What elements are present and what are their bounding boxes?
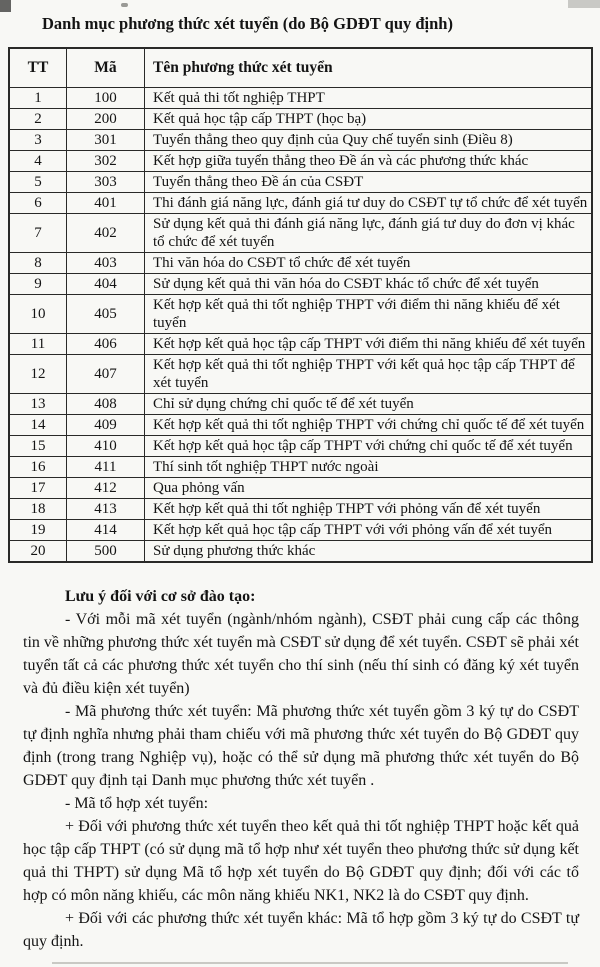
table-row bbox=[9, 130, 592, 151]
table-body bbox=[9, 88, 592, 563]
table-cell-tt: 15 bbox=[9, 436, 67, 457]
scan-artifact-speck bbox=[121, 3, 128, 7]
table-cell-ten: Kết hợp kết quả học tập cấp THPT với điểm thi năng khiếu để xét tuyển bbox=[145, 334, 593, 355]
notes-heading: Lưu ý đối với cơ sở đào tạo: bbox=[65, 588, 256, 605]
table-row bbox=[9, 520, 592, 541]
table-cell-ma: 406 bbox=[67, 334, 145, 355]
table-cell-ten: Kết hợp kết quả thi tốt nghiệp THPT với phỏng vấn để xét tuyển bbox=[145, 499, 593, 520]
table-cell-ten: Tuyển thẳng theo Đề án của CSĐT bbox=[145, 172, 593, 193]
table-cell-ma: 301 bbox=[67, 130, 145, 151]
table-cell-tt: 1 bbox=[9, 88, 67, 109]
table-cell-tt: 5 bbox=[9, 172, 67, 193]
table-cell-ma: 405 bbox=[67, 295, 145, 334]
table-cell-tt: 19 bbox=[9, 520, 67, 541]
table-cell-ma: 414 bbox=[67, 520, 145, 541]
table-cell-ten: Kết quả học tập cấp THPT (học bạ) bbox=[145, 109, 593, 130]
note-paragraph-thpt-combination: + Đối với phương thức xét tuyển theo kết quả thi tốt nghiệp THPT hoặc kết quả học tập cấp THPT (có sử dụng mã tổ hợp như xét tuyển theo phương thức sử dụng kết quả thi THPT) sử dụng Mã tổ hợp xét tuyển do Bộ GDĐT quy định; đối với các tổ hợp có môn năng khiếu, các môn năng khiếu NK1, NK2 là do CSĐT quy định. bbox=[23, 818, 579, 904]
table-cell-ma: 411 bbox=[67, 457, 145, 478]
table-cell-ten: Kết hợp kết quả thi tốt nghiệp THPT với kết quả học tập cấp THPT để xét tuyển bbox=[145, 355, 593, 394]
table-cell-ten: Tuyển thẳng theo quy định của Quy chế tuyển sinh (Điều 8) bbox=[145, 130, 593, 151]
table-row bbox=[9, 109, 592, 130]
table-cell-ten: Kết hợp kết quả thi tốt nghiệp THPT với điểm thi năng khiếu để xét tuyển bbox=[145, 295, 593, 334]
table-row bbox=[9, 88, 592, 109]
table-cell-ma: 303 bbox=[67, 172, 145, 193]
table-cell-ten: Kết quả thi tốt nghiệp THPT bbox=[145, 88, 593, 109]
table-row bbox=[9, 457, 592, 478]
table-cell-tt: 2 bbox=[9, 109, 67, 130]
table-row bbox=[9, 193, 592, 214]
table-cell-ma: 401 bbox=[67, 193, 145, 214]
table-cell-ma: 403 bbox=[67, 253, 145, 274]
header-tt: TT bbox=[9, 48, 67, 88]
table-cell-ten: Qua phỏng vấn bbox=[145, 478, 593, 499]
table-row bbox=[9, 295, 592, 334]
table-cell-tt: 13 bbox=[9, 394, 67, 415]
table-cell-ma: 409 bbox=[67, 415, 145, 436]
table-cell-tt: 16 bbox=[9, 457, 67, 478]
note-paragraph-method-code: - Mã phương thức xét tuyển: Mã phương thức xét tuyển gồm 3 ký tự do CSĐT tự định nghĩa nhưng phải tham chiếu với mã phương thức xét tuyển do Bộ GDĐT quy định (trong trang Nghiệp vụ), hoặc có thể sử dụng mã phương thức xét tuyển do Bộ GDĐT quy định tại Danh mục phương thức xét tuyển . bbox=[23, 703, 579, 789]
table-cell-tt: 3 bbox=[9, 130, 67, 151]
table-row bbox=[9, 478, 592, 499]
page-title: Danh mục phương thức xét tuyển (do Bộ GDĐT quy định) bbox=[42, 14, 453, 33]
table-row bbox=[9, 394, 592, 415]
note-paragraph-combination-code: - Mã tổ hợp xét tuyển: bbox=[65, 795, 209, 812]
table-row bbox=[9, 151, 592, 172]
table-cell-ten: Thi đánh giá năng lực, đánh giá tư duy do CSĐT tự tổ chức để xét tuyển bbox=[145, 193, 593, 214]
table-cell-tt: 18 bbox=[9, 499, 67, 520]
table-cell-ten: Kết hợp kết quả thi tốt nghiệp THPT với chứng chỉ quốc tế để xét tuyển bbox=[145, 415, 593, 436]
table-cell-ma: 408 bbox=[67, 394, 145, 415]
table-cell-ten: Thí sinh tốt nghiệp THPT nước ngoài bbox=[145, 457, 593, 478]
table-row bbox=[9, 541, 592, 563]
table-cell-ten: Kết hợp giữa tuyển thẳng theo Đề án và các phương thức khác bbox=[145, 151, 593, 172]
table-cell-ma: 402 bbox=[67, 214, 145, 253]
table-cell-tt: 4 bbox=[9, 151, 67, 172]
table-cell-tt: 9 bbox=[9, 274, 67, 295]
table-cell-ten: Chỉ sử dụng chứng chỉ quốc tế để xét tuyển bbox=[145, 394, 593, 415]
note-paragraph-scope: - Với mỗi mã xét tuyển (ngành/nhóm ngành), CSĐT phải cung cấp các thông tin về những phương thức xét tuyển mà CSĐT sử dụng để xét tuyển. CSĐT sẽ phải xét tuyển tất cả các phương thức xét tuyển cho thí sinh (nếu thí sinh có đăng ký xét tuyển và đủ điều kiện xét tuyển) bbox=[23, 611, 579, 697]
table-row bbox=[9, 436, 592, 457]
table-cell-ma: 200 bbox=[67, 109, 145, 130]
table-row bbox=[9, 415, 592, 436]
scan-artifact-smudge bbox=[568, 0, 600, 8]
table-cell-ten: Kết hợp kết quả học tập cấp THPT với chứng chỉ quốc tế để xét tuyển bbox=[145, 436, 593, 457]
note-paragraph-other-combination: + Đối với các phương thức xét tuyển khác: Mã tổ hợp gồm 3 ký tự do CSĐT tự quy định. bbox=[23, 910, 579, 950]
header-ma: Mã bbox=[67, 48, 145, 88]
table-cell-ma: 500 bbox=[67, 541, 145, 563]
table-cell-tt: 10 bbox=[9, 295, 67, 334]
table-cell-tt: 8 bbox=[9, 253, 67, 274]
table-cell-ma: 413 bbox=[67, 499, 145, 520]
table-row bbox=[9, 214, 592, 253]
table-row bbox=[9, 274, 592, 295]
table-row bbox=[9, 499, 592, 520]
scan-artifact-corner bbox=[0, 0, 11, 12]
table-cell-tt: 11 bbox=[9, 334, 67, 355]
table-cell-tt: 20 bbox=[9, 541, 67, 563]
table-cell-ma: 410 bbox=[67, 436, 145, 457]
table-row bbox=[9, 253, 592, 274]
table-cell-ten: Thi văn hóa do CSĐT tổ chức để xét tuyển bbox=[145, 253, 593, 274]
table-cell-ten: Kết hợp kết quả học tập cấp THPT với với phỏng vấn để xét tuyển bbox=[145, 520, 593, 541]
table-cell-ma: 407 bbox=[67, 355, 145, 394]
table-cell-ten: Sử dụng kết quả thi văn hóa do CSĐT khác tổ chức để xét tuyển bbox=[145, 274, 593, 295]
table-cell-ten: Sử dụng phương thức khác bbox=[145, 541, 593, 563]
table-header-row bbox=[9, 48, 592, 88]
table-cell-tt: 17 bbox=[9, 478, 67, 499]
header-method-name: Tên phương thức xét tuyển bbox=[145, 48, 593, 88]
scan-artifact-line bbox=[52, 962, 568, 964]
table-cell-tt: 7 bbox=[9, 214, 67, 253]
table-cell-ma: 302 bbox=[67, 151, 145, 172]
admission-methods-table bbox=[8, 47, 593, 563]
table-cell-ma: 412 bbox=[67, 478, 145, 499]
table-row bbox=[9, 334, 592, 355]
table-row bbox=[9, 172, 592, 193]
table-cell-ten: Sử dụng kết quả thi đánh giá năng lực, đánh giá tư duy do đơn vị khác tổ chức để xét tuyển bbox=[145, 214, 593, 253]
table-cell-ma: 404 bbox=[67, 274, 145, 295]
table-cell-ma: 100 bbox=[67, 88, 145, 109]
table-row bbox=[9, 355, 592, 394]
notes-section bbox=[23, 585, 579, 953]
table-cell-tt: 14 bbox=[9, 415, 67, 436]
table-cell-tt: 12 bbox=[9, 355, 67, 394]
table-cell-tt: 6 bbox=[9, 193, 67, 214]
